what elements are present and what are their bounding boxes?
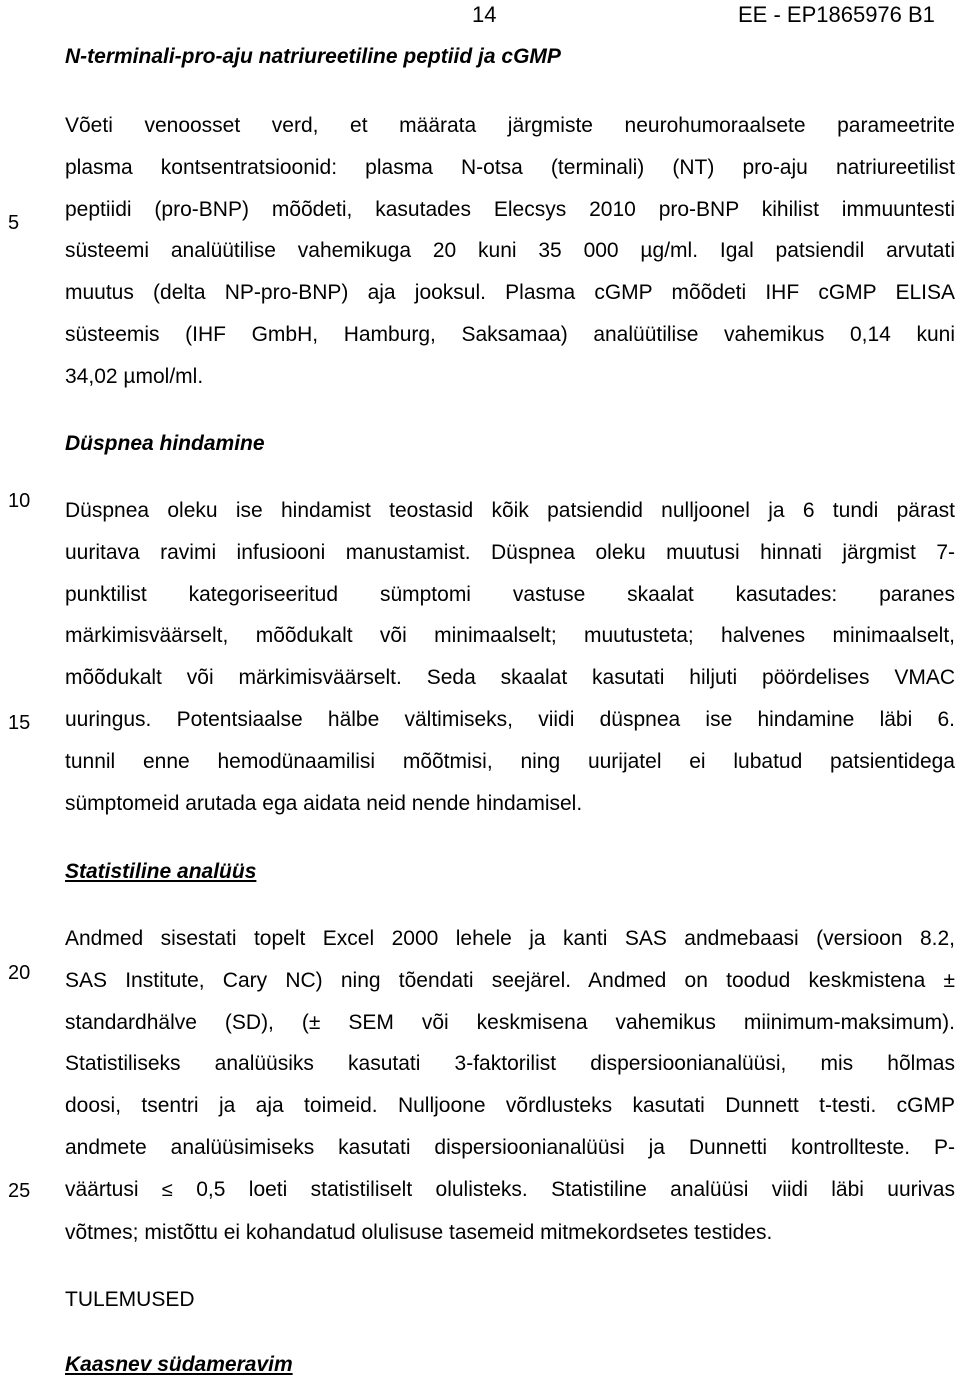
section-heading-concomitant-medication: Kaasnev südameravim — [65, 1353, 293, 1376]
line-number: 5 — [8, 212, 20, 234]
text-line: standardhälve (SD), (± SEM või keskmisena vahemikus miinimum-maksimum). — [65, 1010, 955, 1034]
paragraph-dyspnea — [65, 490, 955, 824]
paragraph-natriuretic-peptide — [65, 105, 955, 398]
section-heading-dyspnea: Düspnea hindamine — [65, 432, 265, 455]
text-line: süsteemis (IHF GmbH, Hamburg, Saksamaa) analüütilise vahemikus 0,14 kuni — [65, 322, 955, 346]
line-number: 25 — [8, 1180, 31, 1202]
section-heading-statistics: Statistiline analüüs — [65, 860, 257, 883]
patent-id: EE - EP1865976 B1 — [738, 2, 935, 27]
text-line: doosi, tsentri ja aja toimeid. Nulljoone võrdlusteks kasutati Dunnett t-testi. cGMP — [65, 1094, 955, 1118]
line-number: 10 — [8, 490, 31, 512]
text-line: Düspnea oleku ise hindamist teostasid kõik patsiendid nulljoonel ja 6 tundi pärast — [65, 499, 955, 522]
text-line: plasma kontsentratsioonid: plasma N-otsa (terminali) (NT) pro-aju natriureetilist — [65, 155, 955, 179]
text-line-pvalue — [65, 1169, 955, 1212]
line-number: 20 — [8, 962, 31, 984]
section-heading-results: TULEMUSED — [65, 1288, 195, 1311]
text-line: punktilist kategoriseeritud sümptomi vastuse skaalat kasutades: paranes — [65, 582, 955, 606]
text-line: 34,02 µmol/ml. — [65, 364, 204, 388]
text-line: võtmes; mistõttu ei kohandatud olulisuse tasemeid mitmekordsetes testides. — [65, 1220, 773, 1244]
less-or-equal-symbol: ≤ — [161, 1178, 173, 1201]
text-line: sümptomeid arutada ega aidata neid nende hindamisel. — [65, 791, 583, 815]
pvalue-suffix: 0,5 loeti statistiliselt olulisteks. Statistiline analüüsi viidi läbi uurivas — [196, 1177, 955, 1201]
page-number: 14 — [472, 2, 497, 27]
text-line: uuringus. Potentsiaalse hälbe vältimiseks, viidi düspnea ise hindamine läbi 6. — [65, 707, 955, 731]
text-line: Andmed sisestati topelt Excel 2000 lehele ja kanti SAS andmebaasi (versioon 8.2, — [65, 927, 955, 950]
text-line: SAS Institute, Cary NC) ning tõendati seejärel. Andmed on toodud keskmistena ± — [65, 968, 955, 992]
text-line: andmete analüüsimiseks kasutati dispersioonianalüüsi ja Dunnetti kontrollteste. P- — [65, 1135, 955, 1159]
text-line: mõõdukalt või märkimisväärselt. Seda skaalat kasutati hiljuti pöördelises VMAC — [65, 666, 955, 690]
text-line: Statistiliseks analüüsiks kasutati 3-faktorilist dispersioonianalüüsi, mis hõlmas — [65, 1052, 955, 1076]
text-line: peptiidi (pro-BNP) mõõdeti, kasutades Elecsys 2010 pro-BNP kihilist immuuntesti — [65, 197, 955, 221]
text-line: uuritava ravimi infusiooni manustamist. Düspnea oleku muutusi hinnati järgmist 7- — [65, 540, 955, 564]
text-line: muutus (delta NP-pro-BNP) aja jooksul. Plasma cGMP mõõdeti IHF cGMP ELISA — [65, 281, 955, 305]
text-line: tunnil enne hemodünaamilisi mõõtmisi, ning uurijatel ei lubatud patsientidega — [65, 749, 955, 773]
paragraph-statistics — [65, 918, 955, 1253]
section-heading-natriuretic-peptide: N-terminali-pro-aju natriureetiline peptiid ja cGMP — [65, 45, 561, 68]
text-line: Võeti venoosset verd, et määrata järgmiste neurohumoraalsete parameetrite — [65, 114, 955, 137]
pvalue-prefix: väärtusi — [65, 1177, 139, 1201]
line-number: 15 — [8, 712, 31, 734]
text-line: süsteemi analüütilise vahemikuga 20 kuni 35 000 µg/ml. Igal patsiendil arvutati — [65, 239, 955, 263]
text-line: märkimisväärselt, mõõdukalt või minimaalselt; muutusteta; halvenes minimaalselt, — [65, 624, 955, 648]
